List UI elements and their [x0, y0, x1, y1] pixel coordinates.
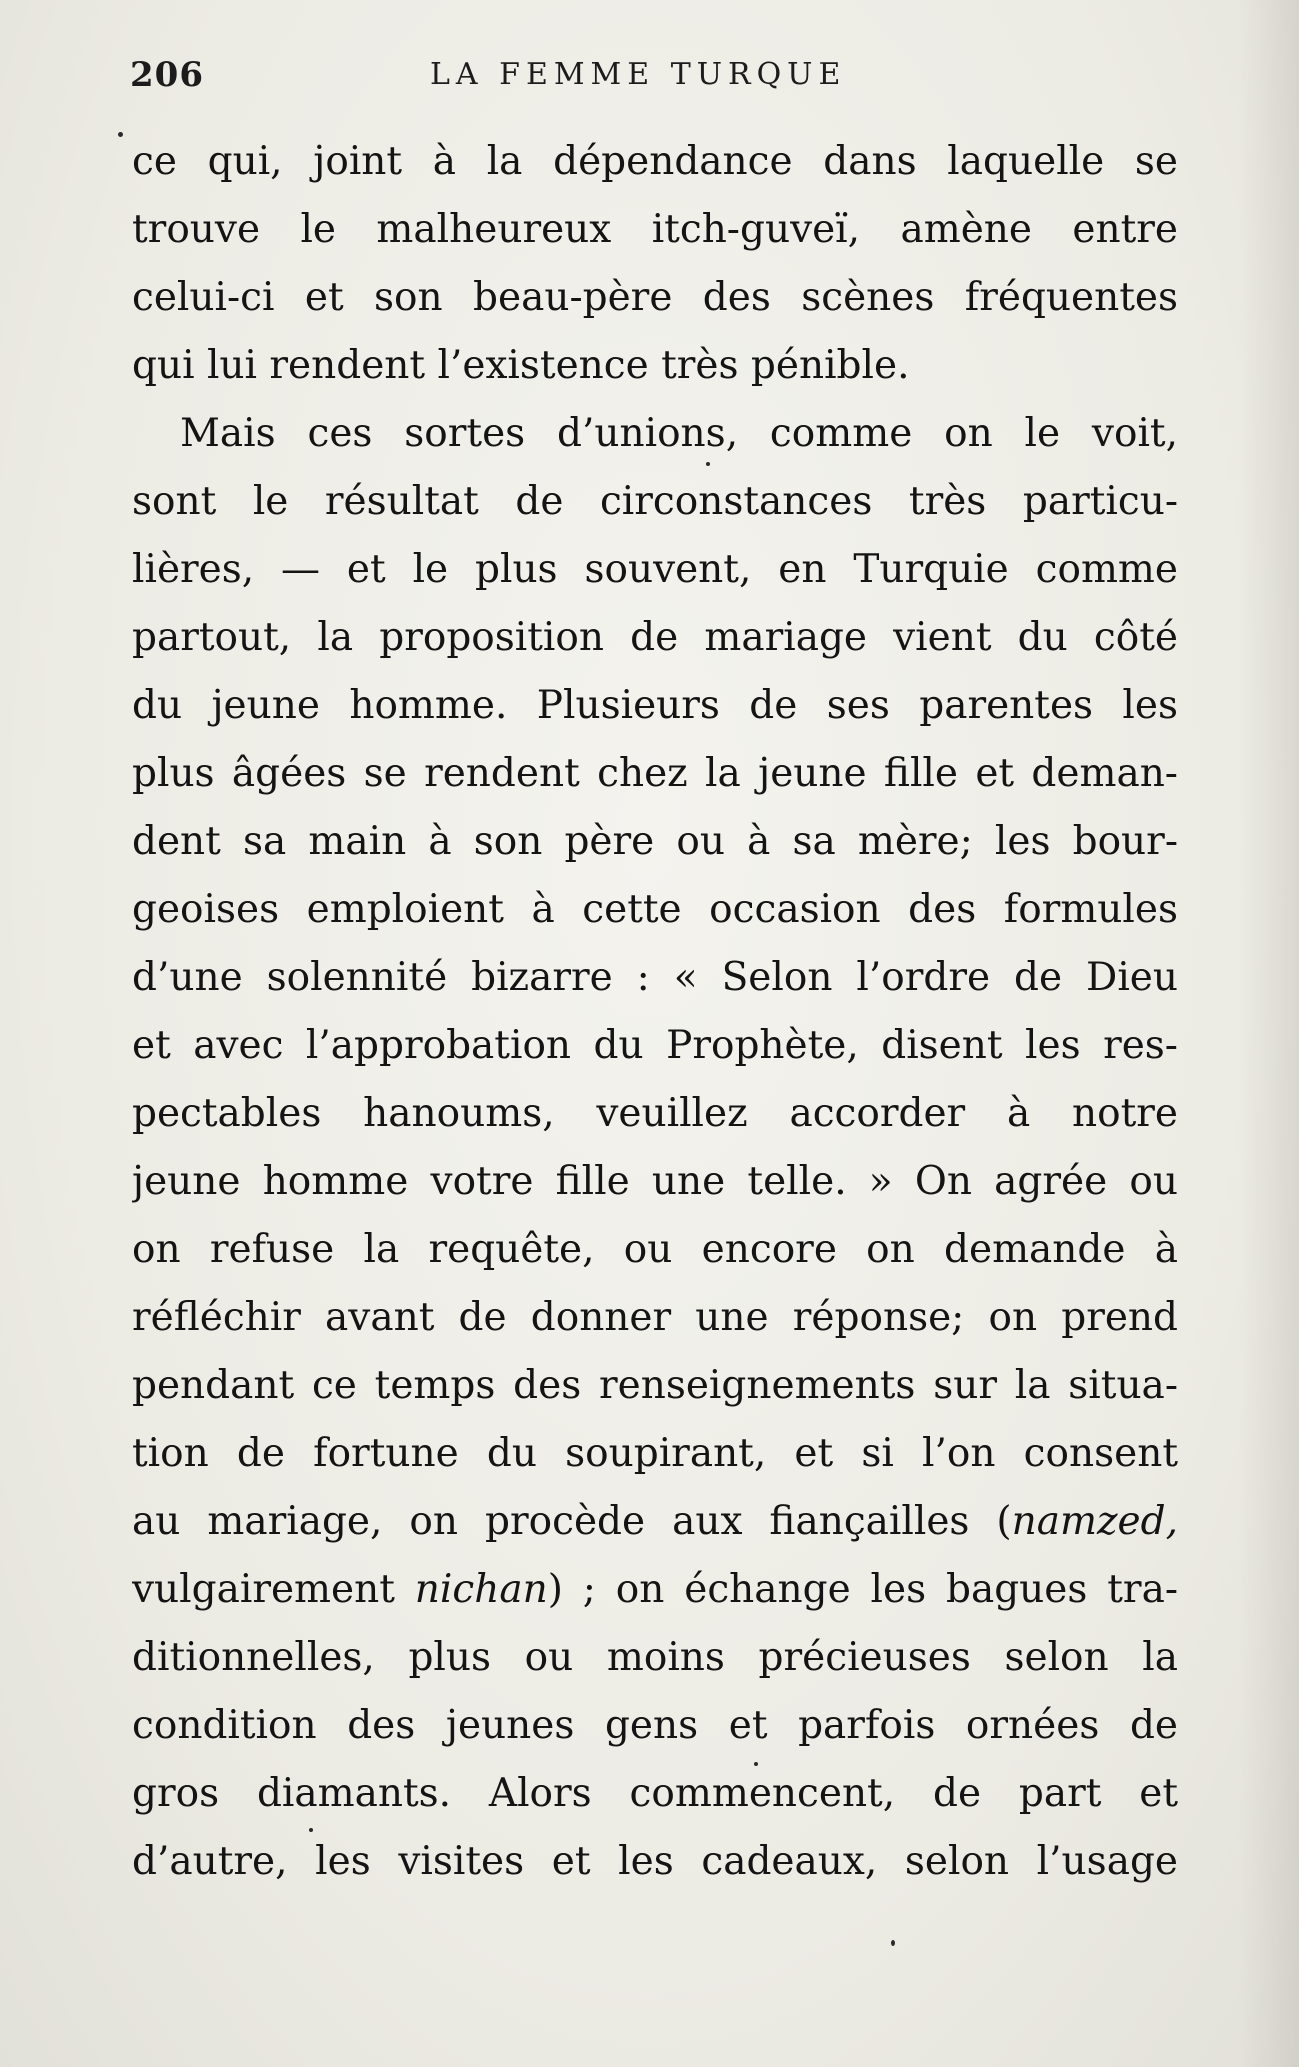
- text-line: ditionnelles, plus ou moins précieuses selon la: [132, 1635, 1178, 1680]
- page-header: [130, 55, 1180, 105]
- body-text: [132, 128, 1178, 1896]
- text-line: d’une solennité bizarre : « Selon l’ordre de Dieu: [132, 955, 1178, 1000]
- text-run: au mariage, on procède aux fiançailles (: [132, 1499, 1012, 1544]
- text-line: on refuse la requête, ou encore on demande à: [132, 1227, 1178, 1272]
- page-edge-shadow: [1239, 0, 1299, 2067]
- text-line: pendant ce temps des renseignements sur la situa-: [132, 1363, 1178, 1408]
- text-line: geoises emploient à cette occasion des formules: [132, 887, 1178, 932]
- running-title: LA FEMME TURQUE: [430, 57, 847, 92]
- text-line: tion de fortune du soupirant, et si l’on consent: [132, 1431, 1178, 1476]
- page-number: 206: [130, 55, 204, 95]
- text-line: d’autre, les visites et les cadeaux, selon l’usage: [132, 1839, 1178, 1884]
- text-line: et avec l’approbation du Prophète, disent les res-: [132, 1023, 1178, 1068]
- text-line: qui lui rendent l’existence très pénible.: [132, 343, 910, 388]
- text-line: ce qui, joint à la dépendance dans laquelle se: [132, 139, 1178, 184]
- text-line: condition des jeunes gens et parfois ornées de: [132, 1703, 1178, 1748]
- text-line: [132, 1488, 1178, 1556]
- text-line: partout, la proposition de mariage vient du côté: [132, 615, 1178, 660]
- text-line: sont le résultat de circonstances très particu-: [132, 479, 1178, 524]
- text-line: jeune homme votre fille une telle. » On agrée ou: [132, 1159, 1178, 1204]
- text-line: [132, 1556, 1178, 1624]
- text-line: lières, — et le plus souvent, en Turquie comme: [132, 547, 1178, 592]
- ink-speck: [891, 1940, 895, 1946]
- text-line: réfléchir avant de donner une réponse; on prend: [132, 1295, 1178, 1340]
- text-line: pectables hanoums, veuillez accorder à notre: [132, 1091, 1178, 1136]
- italic-term: nichan: [414, 1567, 548, 1612]
- text-line: Mais ces sortes d’unions, comme on le voit,: [180, 411, 1178, 456]
- text-run: ) ; on échange les bagues tra-: [547, 1567, 1178, 1612]
- text-line: gros diamants. Alors commencent, de part et: [132, 1771, 1178, 1816]
- text-line: du jeune homme. Plusieurs de ses parentes les: [132, 683, 1178, 728]
- text-run: vulgairement: [132, 1567, 415, 1612]
- italic-term: namzed,: [1011, 1499, 1178, 1544]
- text-line: celui-ci et son beau-père des scènes fréquentes: [132, 275, 1178, 320]
- text-line: plus âgées se rendent chez la jeune fille et deman-: [132, 751, 1178, 796]
- ink-speck: [118, 132, 123, 137]
- text-line: trouve le malheureux itch-guveï, amène entre: [132, 207, 1178, 252]
- text-line: dent sa main à son père ou à sa mère; les bour-: [132, 819, 1178, 864]
